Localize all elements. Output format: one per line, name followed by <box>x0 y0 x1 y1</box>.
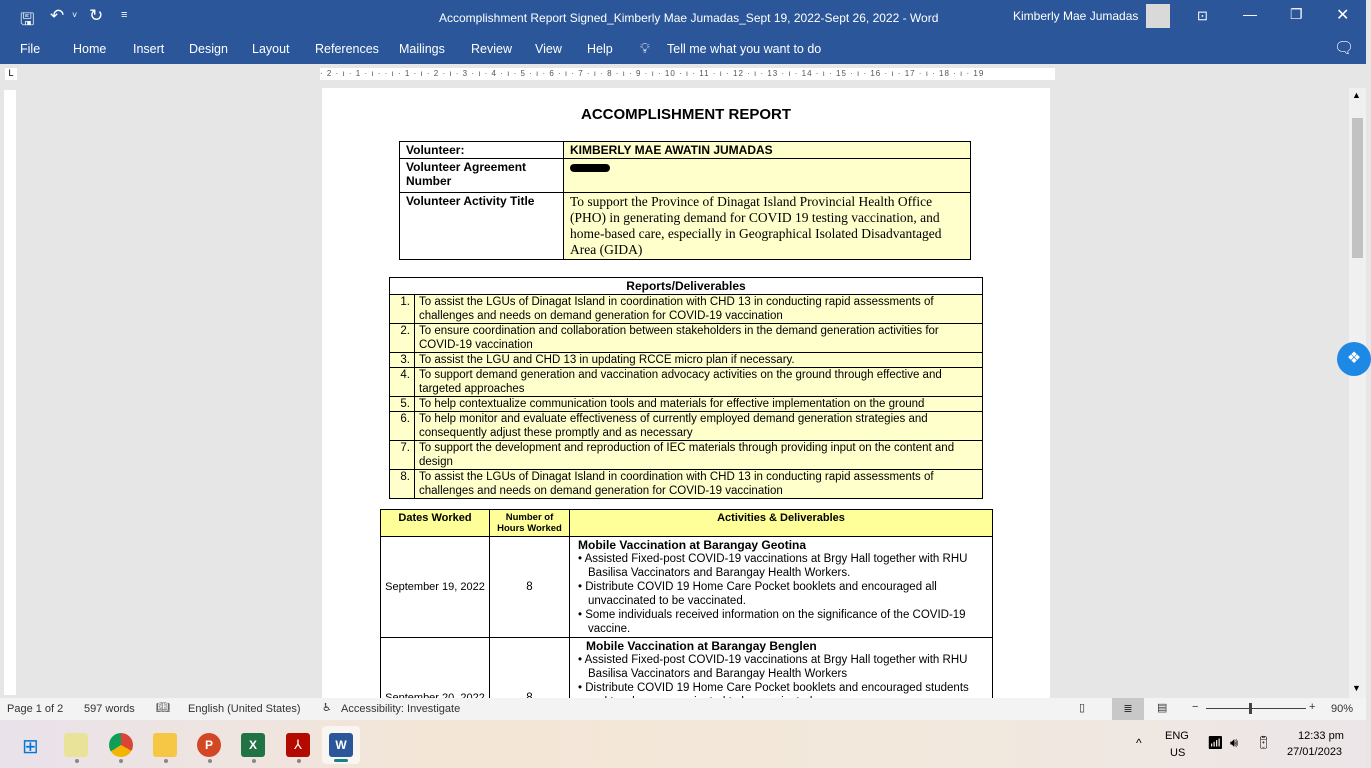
info-value: KIMBERLY MAE AWATIN JUMADAS <box>564 142 971 159</box>
header-activities: Activities & Deliverables <box>570 510 993 537</box>
ribbon-tabs <box>0 34 1366 64</box>
tab-help[interactable]: Help <box>587 42 613 56</box>
tab-mailings[interactable]: Mailings <box>399 42 445 56</box>
word-count[interactable]: 597 words <box>84 703 135 715</box>
tell-me-search[interactable]: Tell me what you want to do <box>667 42 822 56</box>
read-mode-icon[interactable]: ▯ <box>1079 702 1086 714</box>
proofing-icon[interactable]: 📖︎ <box>156 702 170 714</box>
powerpoint-icon[interactable]: P <box>197 733 221 757</box>
comments-icon[interactable]: 🗨 <box>1334 40 1355 57</box>
active-indicator <box>334 759 348 762</box>
status-bar <box>0 698 1366 720</box>
activity-log-table <box>380 509 993 711</box>
info-value: To support the Province of Dinagat Island Provincial Health Office (PHO) in generating demand for COVID 19 testing vaccination, and home-based care, especially in Geographical Isolated Disadvantaged Area (GIDA) <box>564 193 971 260</box>
horizontal-ruler[interactable]: · 2 · ı · 1 · ı · · ı · 1 · ı · 2 · ı · 3 · ı · 4 · ı · 5 · ı · 6 · ı · 7 · ı · 8 · ı · 9 · ı · 10 · ı · 11 · ı · 12 · ı · 13 · ı · 14 · ı · 15 · ı · 16 · ı · 17 · ı · 18 · ı · 19 <box>320 68 1055 80</box>
page-count[interactable]: Page 1 of 2 <box>7 703 64 715</box>
item-number: 6. <box>390 412 415 441</box>
clock-date[interactable]: 27/01/2023 <box>1287 746 1343 758</box>
accessibility-icon[interactable]: ♿︎ <box>322 702 332 714</box>
item-number: 2. <box>390 324 415 353</box>
volume-icon[interactable]: 🔊︎ <box>1230 735 1239 750</box>
zoom-level[interactable]: 90% <box>1331 703 1354 715</box>
zoom-slider[interactable] <box>1206 708 1306 709</box>
table-row <box>390 368 983 397</box>
item-number: 4. <box>390 368 415 397</box>
info-label: Volunteer: <box>400 142 564 159</box>
zoom-slider-thumb[interactable] <box>1249 703 1252 714</box>
redo-icon[interactable]: ↻ <box>89 6 104 25</box>
activity-item: • Assisted Fixed-post COVID-19 vaccinations at Brgy Hall together with RHU Basilisa Vaccinators and Barangay Health Workers. <box>576 552 988 580</box>
zoom-out-button[interactable]: − <box>1192 701 1199 713</box>
minimize-icon[interactable]: — <box>1243 6 1257 22</box>
document-page[interactable] <box>322 88 1050 698</box>
customize-toolbar-icon[interactable]: ≡ <box>121 9 128 21</box>
web-layout-icon[interactable]: ▤ <box>1157 702 1168 714</box>
tab-references[interactable]: References <box>315 42 379 56</box>
table-row <box>390 470 983 499</box>
document-title-heading: ACCOMPLISHMENT REPORT <box>581 106 791 123</box>
show-hidden-icons[interactable]: ^ <box>1136 736 1142 750</box>
title-bar <box>0 0 1366 34</box>
deliverable-text: To support the development and reproduction of IEC materials through providing input on the content and design <box>415 441 983 470</box>
zoom-in-button[interactable]: + <box>1309 701 1316 713</box>
vertical-scrollbar[interactable] <box>1349 88 1366 698</box>
table-row <box>390 295 983 324</box>
item-number: 8. <box>390 470 415 499</box>
header-hours: Number of Hours Worked <box>490 510 570 537</box>
item-number: 7. <box>390 441 415 470</box>
redacted-number <box>564 159 971 193</box>
scroll-up-icon[interactable]: ▲ <box>1352 90 1361 100</box>
avatar[interactable] <box>1146 4 1170 28</box>
deliverables-table <box>389 277 983 499</box>
ribbon-display-icon[interactable]: ⊡ <box>1197 8 1208 23</box>
tab-review[interactable]: Review <box>471 42 512 56</box>
activity-title: Mobile Vaccination at Barangay Geotina <box>578 538 807 552</box>
input-language[interactable]: ENG <box>1165 730 1189 742</box>
table-row <box>400 159 971 193</box>
input-region[interactable]: US <box>1170 747 1186 759</box>
lightbulb-icon: 💡︎ <box>640 40 650 56</box>
table-row <box>390 353 983 368</box>
user-name[interactable]: Kimberly Mae Jumadas <box>1013 9 1139 23</box>
scroll-down-icon[interactable]: ▼ <box>1352 683 1361 693</box>
tab-design[interactable]: Design <box>189 42 228 56</box>
undo-dropdown-icon[interactable]: ˅ <box>72 10 78 20</box>
word-icon[interactable]: W <box>329 733 353 757</box>
item-number: 1. <box>390 295 415 324</box>
header-dates: Dates Worked <box>381 510 490 537</box>
activity-item: • Some individuals received information on the significance of the COVID-19 vaccine. <box>576 608 988 636</box>
close-icon[interactable]: ✕ <box>1336 7 1350 24</box>
print-layout-icon[interactable]: ≣ <box>1112 698 1144 720</box>
vertical-ruler[interactable] <box>4 90 16 695</box>
deliverable-text: To help contextualize communication tools and materials for effective implementation on the ground <box>415 397 983 412</box>
activity-title: Mobile Vaccination at Barangay Benglen <box>586 639 817 653</box>
save-icon[interactable]: 🖫 <box>20 10 35 29</box>
hours-worked: 8 <box>490 537 570 638</box>
file-explorer-icon[interactable] <box>153 733 177 757</box>
table-row <box>390 412 983 441</box>
table-row <box>390 324 983 353</box>
tab-insert[interactable]: Insert <box>133 42 165 56</box>
redaction-mark <box>570 164 610 172</box>
activity-item: • Distribute COVID 19 Home Care Pocket booklets and encouraged all unvaccinated to be vaccinated. <box>576 580 988 608</box>
date-worked: September 19, 2022 <box>381 537 490 638</box>
item-number: 5. <box>390 397 415 412</box>
tab-layout[interactable]: Layout <box>252 42 290 56</box>
table-row <box>390 441 983 470</box>
accessibility-status[interactable]: Accessibility: Investigate <box>341 703 461 715</box>
item-number: 3. <box>390 353 415 368</box>
volunteer-info-table <box>399 141 971 260</box>
tab-view[interactable]: View <box>535 42 562 56</box>
deliverable-text: To assist the LGU and CHD 13 in updating RCCE micro plan if necessary. <box>415 353 983 368</box>
table-row <box>390 397 983 412</box>
activity-item: • Distribute COVID 19 Home Care Pocket booklets and encouraged students <box>576 681 988 709</box>
chrome-icon[interactable] <box>109 733 133 757</box>
table-row <box>400 193 971 260</box>
deliverables-header: Reports/Deliverables <box>390 278 983 295</box>
table-row <box>400 142 971 159</box>
tab-selector-icon[interactable]: L <box>5 68 17 80</box>
info-label: Volunteer Activity Title <box>400 193 564 260</box>
battery-icon[interactable]: 🔋︎ <box>1255 735 1272 750</box>
dropbox-icon[interactable]: ❖ <box>1337 342 1371 376</box>
start-icon[interactable]: ⊞ <box>22 736 39 758</box>
scrollbar-thumb[interactable] <box>1352 118 1363 258</box>
excel-icon[interactable]: X <box>241 733 265 757</box>
deliverable-text: To ensure coordination and collaboration between stakeholders in the demand generation activities for COVID-19 vaccination <box>415 324 983 353</box>
deliverable-text: To help monitor and evaluate effectiveness of currently employed demand generation strategies and consequently adjust these promptly and as necessary <box>415 412 983 441</box>
deliverable-text: To support demand generation and vaccination advocacy activities on the ground through effective and targeted approaches <box>415 368 983 397</box>
photos-app-icon[interactable] <box>64 733 88 757</box>
deliverable-text: To assist the LGUs of Dinagat Island in coordination with CHD 13 in conducting rapid assessments of challenges and needs on demand generation for COVID-19 vaccination <box>415 470 983 499</box>
activity-item: • Assisted Fixed-post COVID-19 vaccinations at Brgy Hall together with RHU Basilisa Vaccinators and Barangay Health Workers <box>576 653 988 681</box>
info-label: Volunteer Agreement Number <box>400 159 564 193</box>
restore-icon[interactable]: ❐ <box>1290 6 1303 22</box>
language[interactable]: English (United States) <box>188 703 301 715</box>
undo-icon[interactable]: ↶ <box>50 6 65 25</box>
tab-file[interactable]: File <box>20 42 41 56</box>
clock-time[interactable]: 12:33 pm <box>1298 730 1344 742</box>
deliverable-text: To assist the LGUs of Dinagat Island in coordination with CHD 13 in conducting rapid assessments of challenges and needs on demand generation for COVID-19 vaccination <box>415 295 983 324</box>
acrobat-icon[interactable]: ⅄ <box>286 733 310 757</box>
document-title: Accomplishment Report Signed_Kimberly Mae Jumadas_Sept 19, 2022-Sept 26, 2022 - Word <box>439 11 939 25</box>
wifi-icon[interactable]: 📶︎ <box>1207 735 1224 750</box>
table-row <box>381 537 993 638</box>
tab-home[interactable]: Home <box>73 42 107 56</box>
